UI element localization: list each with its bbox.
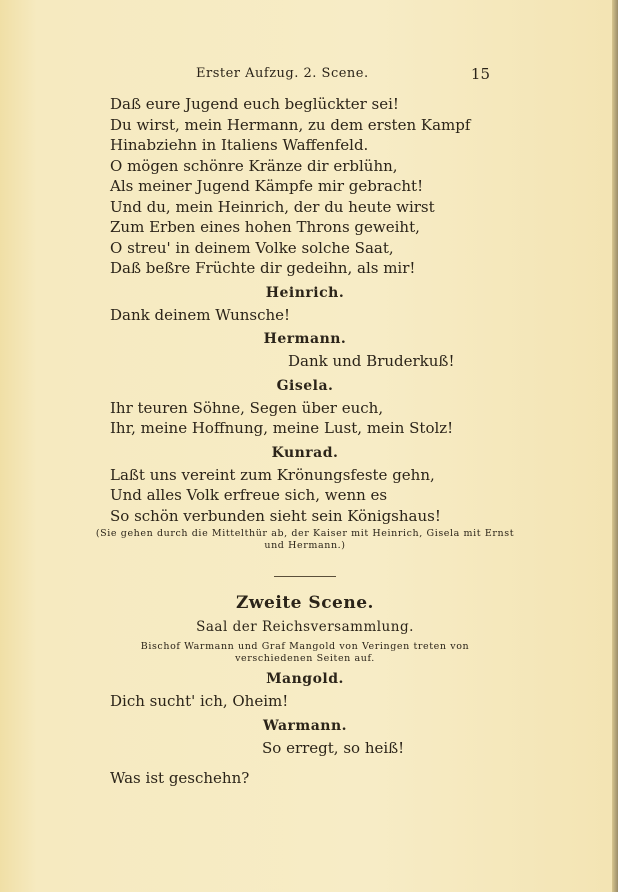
verse-line: Ihr, meine Hoffnung, meine Lust, mein Stolz! xyxy=(110,419,454,437)
verse-line: Zum Erben eines hohen Throns geweiht, xyxy=(110,218,420,236)
speaker-warmann: Warmann. xyxy=(262,717,348,734)
speaker-hermann: Hermann. xyxy=(263,331,347,347)
verse-line: Was ist geschehn? xyxy=(110,769,250,787)
verse-line: Laßt uns vereint zum Krönungsfeste gehn, xyxy=(110,465,435,484)
stage-direction-line: verschiedenen Seiten auf. xyxy=(235,653,375,664)
verse-line: Du wirst, mein Hermann, zu dem ersten Kampf xyxy=(110,115,471,134)
verse-line: O streu' in deinem Volke solche Saat, xyxy=(110,238,394,257)
page-edge xyxy=(612,0,618,892)
scene-divider xyxy=(274,576,336,577)
speaker-mangold: Mangold. xyxy=(266,671,344,687)
stage-direction xyxy=(70,526,540,552)
verse-line: So schön verbunden sieht sein Königshaus! xyxy=(110,506,441,525)
running-title: Erster Aufzug. 2. Scene. xyxy=(196,66,369,81)
verse-line: Daß beßre Früchte dir gedeihn, als mir! xyxy=(110,259,416,277)
stage-direction-line: Bischof Warmann und Graf Mangold von Veringen treten von xyxy=(140,641,470,652)
verse-line: Hinabziehn in Italiens Waffenfeld. xyxy=(110,136,369,154)
verse-line: Daß eure Jugend euch beglückter sei! xyxy=(110,95,399,113)
verse-line: O mögen schönre Kränze dir erblühn, xyxy=(110,156,398,175)
verse-line-indented: So erregt, so heiß! xyxy=(262,738,405,757)
stage-direction-line: und Hermann.) xyxy=(264,540,346,551)
verse-line: Dich sucht' ich, Oheim! xyxy=(110,692,289,710)
scene-location: Saal der Reichsversammlung. xyxy=(196,619,414,635)
verse-line: Ihr teuren Söhne, Segen über euch, xyxy=(110,398,384,417)
stage-direction xyxy=(70,639,540,665)
verse-line: Dank deinem Wunsche! xyxy=(110,305,291,324)
speaker-heinrich: Heinrich. xyxy=(265,284,345,301)
verse-line: Und alles Volk erfreue sich, wenn es xyxy=(110,486,388,504)
stage-direction-line: (Sie gehen durch die Mittelthür ab, der Kaiser mit Heinrich, Gisela mit Ernst xyxy=(95,528,515,539)
verse-line: Als meiner Jugend Kämpfe mir gebracht! xyxy=(110,177,424,195)
page-number: 15 xyxy=(470,65,490,83)
speaker-kunrad: Kunrad. xyxy=(271,444,339,461)
verse-line-indented: Dank und Bruderkuß! xyxy=(288,352,455,370)
verse-line: Und du, mein Heinrich, der du heute wirst xyxy=(110,197,435,216)
running-header xyxy=(110,66,490,86)
scene-title: Zweite Scene. xyxy=(236,593,374,613)
page-text xyxy=(95,94,515,789)
speaker-gisela: Gisela. xyxy=(276,377,334,394)
